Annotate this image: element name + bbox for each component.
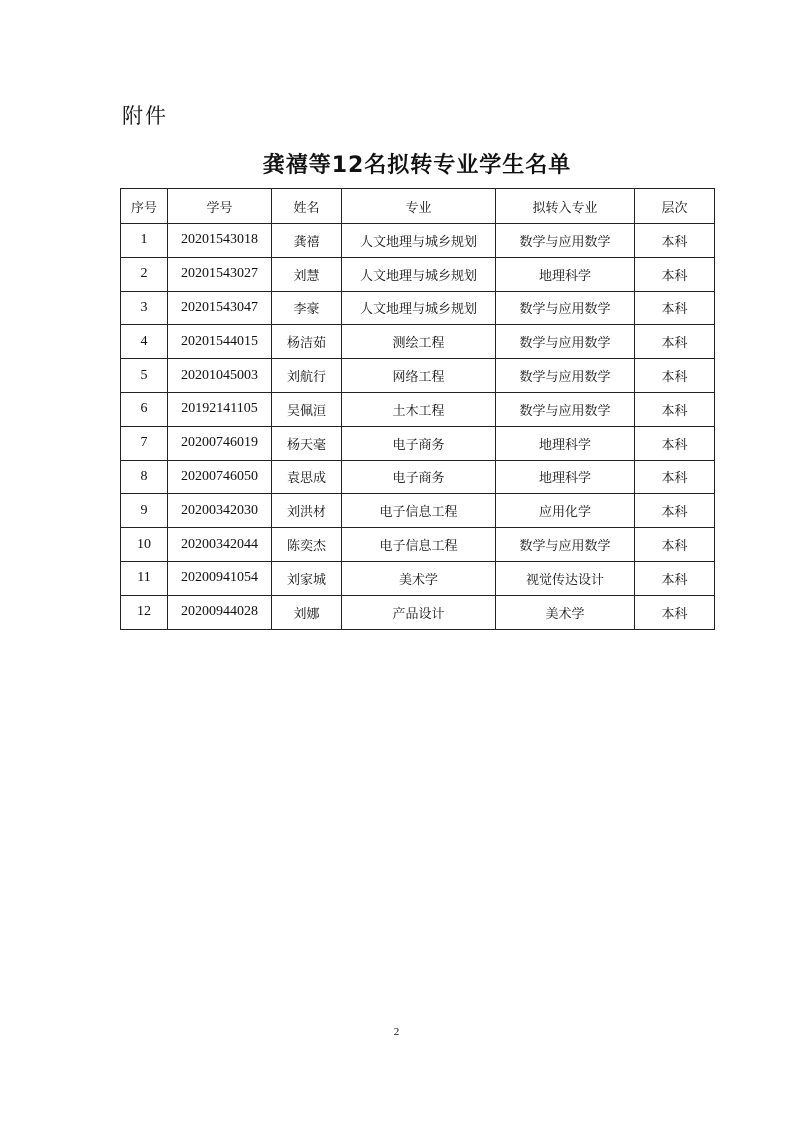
cell-index: 3 [121,291,168,325]
table-row [121,561,715,595]
cell-major: 土木工程 [342,392,496,426]
cell-name: 吴佩洹 [272,392,342,426]
cell-student-id: 20200746050 [168,460,272,494]
cell-target-major: 地理科学 [496,426,635,460]
cell-name: 刘慧 [272,257,342,291]
attachment-label: 附件 [122,104,168,128]
cell-target-major: 地理科学 [496,257,635,291]
header-target-major: 拟转入专业 [496,189,635,224]
cell-name: 李豪 [272,291,342,325]
cell-level: 本科 [635,325,715,359]
cell-name: 杨天毫 [272,426,342,460]
student-transfer-table [120,188,715,630]
header-major: 专业 [342,189,496,224]
header-student-id: 学号 [168,189,272,224]
table-row [121,460,715,494]
cell-major: 电子信息工程 [342,528,496,562]
cell-student-id: 20200746019 [168,426,272,460]
table-row [121,426,715,460]
table-row [121,325,715,359]
cell-index: 9 [121,494,168,528]
table-row [121,224,715,258]
cell-name: 陈奕杰 [272,528,342,562]
table-row [121,291,715,325]
document-title: 龚禧等12名拟转专业学生名单 [262,153,572,178]
cell-level: 本科 [635,426,715,460]
cell-target-major: 数学与应用数学 [496,224,635,258]
cell-index: 4 [121,325,168,359]
cell-index: 2 [121,257,168,291]
cell-target-major: 美术学 [496,595,635,629]
cell-target-major: 数学与应用数学 [496,325,635,359]
cell-major: 人文地理与城乡规划 [342,257,496,291]
cell-name: 龚禧 [272,224,342,258]
cell-target-major: 应用化学 [496,494,635,528]
table-row [121,359,715,393]
cell-index: 6 [121,392,168,426]
cell-index: 1 [121,224,168,258]
cell-level: 本科 [635,359,715,393]
cell-name: 刘娜 [272,595,342,629]
table-row [121,494,715,528]
cell-name: 刘洪材 [272,494,342,528]
cell-major: 人文地理与城乡规划 [342,224,496,258]
cell-name: 刘家城 [272,561,342,595]
cell-target-major: 视觉传达设计 [496,561,635,595]
cell-student-id: 20201543047 [168,291,272,325]
cell-major: 网络工程 [342,359,496,393]
cell-level: 本科 [635,291,715,325]
cell-major: 测绘工程 [342,325,496,359]
cell-student-id: 20200342044 [168,528,272,562]
cell-student-id: 20201544015 [168,325,272,359]
cell-major: 电子商务 [342,426,496,460]
cell-level: 本科 [635,224,715,258]
cell-index: 8 [121,460,168,494]
cell-level: 本科 [635,460,715,494]
table-header-row [121,189,715,224]
page-number: 2 [393,1026,400,1038]
cell-name: 袁思成 [272,460,342,494]
cell-level: 本科 [635,257,715,291]
cell-level: 本科 [635,561,715,595]
cell-index: 7 [121,426,168,460]
cell-major: 产品设计 [342,595,496,629]
cell-target-major: 数学与应用数学 [496,392,635,426]
cell-student-id: 20201543027 [168,257,272,291]
cell-index: 10 [121,528,168,562]
table-row [121,392,715,426]
cell-major: 人文地理与城乡规划 [342,291,496,325]
cell-index: 5 [121,359,168,393]
header-level: 层次 [635,189,715,224]
table-row [121,528,715,562]
cell-index: 12 [121,595,168,629]
cell-student-id: 20192141105 [168,392,272,426]
cell-level: 本科 [635,392,715,426]
cell-name: 刘航行 [272,359,342,393]
cell-student-id: 20201045003 [168,359,272,393]
cell-level: 本科 [635,528,715,562]
cell-target-major: 地理科学 [496,460,635,494]
cell-student-id: 20200944028 [168,595,272,629]
cell-major: 电子商务 [342,460,496,494]
cell-target-major: 数学与应用数学 [496,528,635,562]
cell-target-major: 数学与应用数学 [496,359,635,393]
cell-level: 本科 [635,595,715,629]
cell-student-id: 20200342030 [168,494,272,528]
cell-major: 美术学 [342,561,496,595]
cell-index: 11 [121,561,168,595]
cell-level: 本科 [635,494,715,528]
header-index: 序号 [121,189,168,224]
header-name: 姓名 [272,189,342,224]
table-row [121,595,715,629]
cell-student-id: 20200941054 [168,561,272,595]
table-row [121,257,715,291]
cell-student-id: 20201543018 [168,224,272,258]
cell-major: 电子信息工程 [342,494,496,528]
cell-target-major: 数学与应用数学 [496,291,635,325]
cell-name: 杨洁茹 [272,325,342,359]
